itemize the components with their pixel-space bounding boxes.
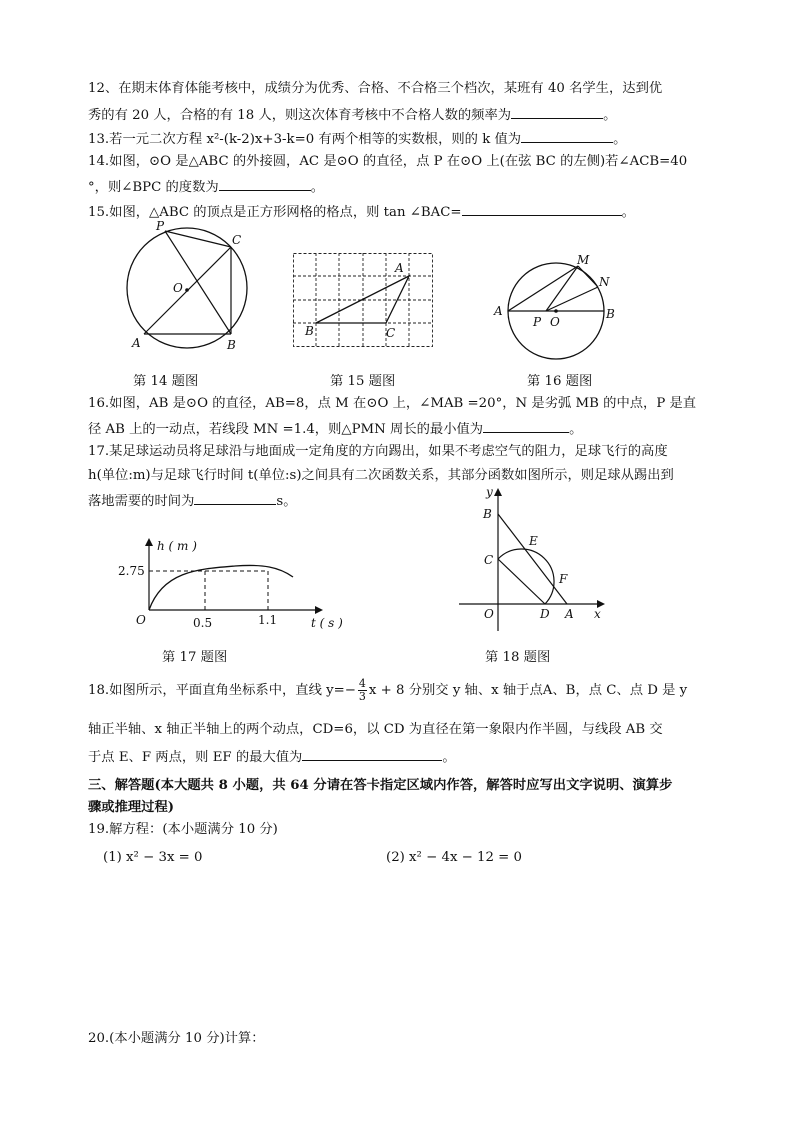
fig15-label-C: C — [386, 326, 396, 340]
q13-end: 。 — [613, 132, 627, 147]
fig15-grid — [293, 253, 433, 347]
q18-frac-den: 3 — [358, 690, 366, 703]
q14-line2 — [88, 176, 324, 198]
q18-line1 — [88, 678, 687, 704]
q17-line3 — [88, 490, 297, 512]
q18-fraction — [358, 678, 367, 703]
q18-frac-num: 4 — [358, 677, 366, 690]
q17-line3-text: 落地需要的时间为 — [88, 494, 195, 509]
q16-line1: 16.如图，AB 是⊙O 的直径，AB=8，点 M 在⊙O 上，∠MAB =20°，N 是劣弧 MB 的中点，P 是直 — [88, 396, 697, 411]
fig18-label-D: D — [540, 607, 550, 621]
fig16-label-O: O — [550, 315, 560, 329]
fig17-parabola — [149, 565, 293, 610]
fig17-y-arrow — [145, 538, 153, 546]
fig17-label-h: h ( m ) — [157, 539, 197, 553]
q16-line2-text: 径 AB 上的一动点，若线段 MN =1.4，则△PMN 周长的最小值为 — [88, 422, 484, 437]
fig16-center-dot — [554, 309, 558, 313]
fig18-label-y: y — [486, 485, 493, 499]
fig18-caption: 第 18 题图 — [485, 650, 551, 665]
q18-answer-blank[interactable] — [302, 746, 442, 761]
fig16-label-N: N — [599, 275, 610, 289]
fig14-caption: 第 14 题图 — [133, 374, 199, 389]
q17-line1: 17.某足球运动员将足球沿与地面成一定角度的方向踢出，如果不考虑空气的阻力，足球飞行的高度 — [88, 444, 668, 459]
q16-line2 — [88, 418, 582, 440]
section3-line2: 骤或推理过程) — [88, 800, 175, 815]
fig16-label-B: B — [606, 307, 615, 321]
fig17-label-t: t ( s ) — [311, 616, 343, 630]
q19-title: 19.解方程：(本小题满分 10 分) — [88, 822, 278, 837]
q18-pre: 18.如图所示，平面直角坐标系中，直线 y=− — [88, 683, 356, 698]
fig14-label-B: B — [227, 338, 236, 352]
figure-17 — [113, 533, 353, 633]
fig17-label-11: 1.1 — [258, 613, 278, 627]
q15-answer-blank[interactable] — [462, 201, 622, 216]
fig15-label-A: A — [395, 261, 404, 275]
q14-answer-blank[interactable] — [219, 176, 311, 191]
fig18-label-F: F — [559, 572, 568, 586]
q17-answer-blank[interactable] — [194, 490, 276, 505]
q18-end: 。 — [442, 750, 456, 765]
fig17-label-275: 2.75 — [118, 564, 145, 578]
q12-line2-text: 秀的有 20 人，合格的有 18 人，则这次体育考核中不合格人数的频率为 — [88, 108, 512, 123]
fig16-line-MN — [578, 266, 598, 287]
fig18-label-O: O — [484, 607, 494, 621]
figure-15 — [293, 253, 433, 348]
q14-line2-text: °，则∠BPC 的度数为 — [88, 180, 219, 195]
q13-line — [88, 128, 626, 150]
fig18-label-C: C — [484, 553, 494, 567]
q15-end: 。 — [621, 205, 635, 220]
fig17-x-arrow — [315, 606, 323, 614]
fig17-dashed-guides — [149, 571, 268, 610]
q19-eq2: (2) x² − 4x − 12 = 0 — [386, 850, 523, 865]
fig16-label-P: P — [533, 315, 542, 329]
q13-answer-blank[interactable] — [521, 128, 613, 143]
q13-text: 13.若一元二次方程 x²-(k-2)x+3-k=0 有两个相等的实数根，则的 k 值为 — [88, 132, 522, 147]
q18-line3-text: 于点 E、F 两点，则 EF 的最大值为 — [88, 750, 303, 765]
fig17-label-O: O — [136, 613, 146, 627]
fig14-label-C: C — [232, 233, 242, 247]
q15-text: 15.如图，△ABC 的顶点是正方形网格的格点，则 tan ∠BAC= — [88, 205, 462, 220]
q12-line1: 12、在期末体育体能考核中，成绩分为优秀、合格、不合格三个档次，某班有 40 名学生，达到优 — [88, 81, 663, 96]
fig15-label-B: B — [305, 324, 314, 338]
fig15-triangle — [316, 276, 409, 323]
fig18-label-x: x — [594, 607, 601, 621]
q19-eq1: (1) x² − 3x = 0 — [103, 850, 203, 865]
q12-answer-blank[interactable] — [511, 104, 603, 119]
fig15-caption: 第 15 题图 — [330, 374, 396, 389]
q17-end: s。 — [276, 494, 297, 509]
q12-end: 。 — [603, 108, 617, 123]
fig14-label-O: O — [173, 281, 183, 295]
fig16-label-A: A — [494, 304, 503, 318]
q17-line2: h(单位:m)与足球飞行时间 t(单位:s)之间具有二次函数关系，其部分函数如图所示，则足球从踢出到 — [88, 468, 674, 483]
fig18-label-E: E — [529, 534, 538, 548]
figure-14 — [120, 220, 260, 355]
fig16-caption: 第 16 题图 — [527, 374, 593, 389]
q18-line2: 轴正半轴、x 轴正半轴上的两个动点，CD=6，以 CD 为直径在第一象限内作半圆，与线段 AB 交 — [88, 722, 663, 737]
fig18-label-B: B — [483, 507, 492, 521]
fig14-center-dot — [185, 288, 189, 292]
q14-end: 。 — [310, 180, 324, 195]
q16-end: 。 — [569, 422, 583, 437]
fig18-y-arrow — [494, 488, 502, 496]
q20-title: 20.(本小题满分 10 分)计算： — [88, 1031, 265, 1046]
q12-line2 — [88, 104, 616, 126]
fig14-label-P: P — [156, 219, 165, 233]
figure-18 — [455, 483, 615, 633]
fig14-label-A: A — [132, 336, 141, 350]
q16-answer-blank[interactable] — [483, 418, 569, 433]
fig17-caption: 第 17 题图 — [162, 650, 228, 665]
fig18-line-AB — [498, 514, 567, 604]
q14-line1: 14.如图，⊙O 是△ABC 的外接圆，AC 是⊙O 的直径，点 P 在⊙O 上(在弦 BC 的左侧)若∠ACB=40 — [88, 154, 688, 169]
fig18-label-A: A — [565, 607, 574, 621]
figure-16 — [490, 250, 630, 365]
section3-line1: 三、解答题(本大题共 8 小题，共 64 分请在答卡指定区域内作答，解答时应写出文字说明、演算步 — [88, 778, 673, 793]
q18-post: x + 8 分别交 y 轴、x 轴于点A、B，点 C、点 D 是 y — [368, 683, 688, 698]
fig16-label-M: M — [577, 253, 590, 267]
q18-line3 — [88, 746, 456, 768]
fig17-label-05: 0.5 — [193, 616, 213, 630]
fig16-line-AM — [508, 266, 578, 311]
